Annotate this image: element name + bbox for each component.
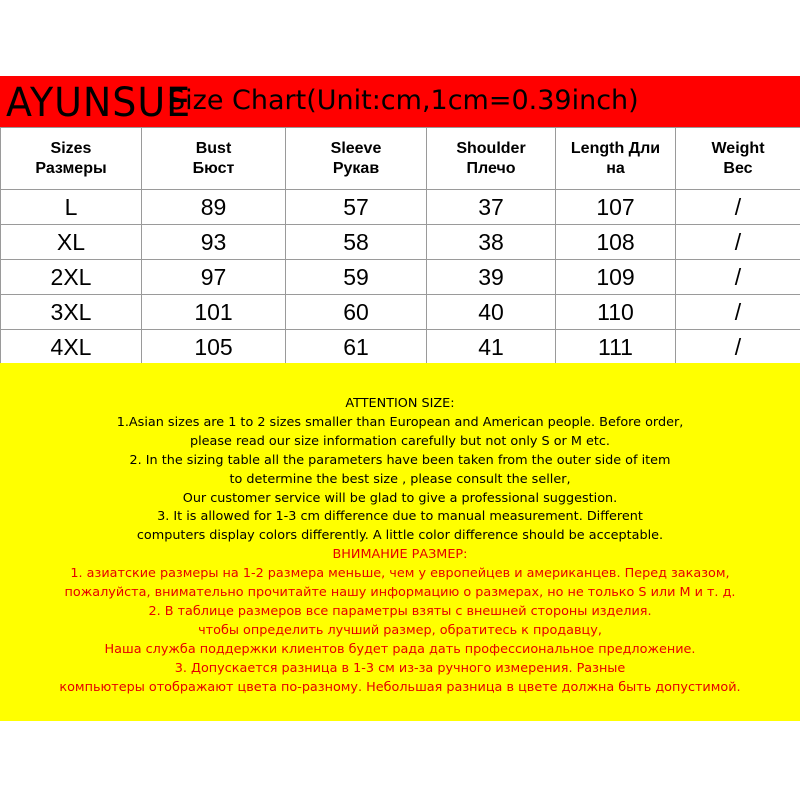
notice-line-en: computers display colors differently. A little color difference should be acceptable. xyxy=(136,528,664,544)
size-cell: 3XL xyxy=(1,295,142,330)
header-sleeve: Sleeve Рукав xyxy=(286,128,427,190)
table-row xyxy=(1,260,800,295)
notice-line-ru: Наша служба поддержки клиентов будет рада дать профессиональное предложение. xyxy=(104,641,696,657)
header-bust: Bust Бюст xyxy=(142,128,286,190)
bust-cell: 97 xyxy=(142,260,286,295)
notice-line-ru: пожалуйста, внимательно прочитайте нашу информацию о размерах, но не только S или M и т. д. xyxy=(64,585,736,601)
table-row xyxy=(1,225,800,260)
weight-cell: / xyxy=(676,330,800,365)
notice-line-en: please read our size information carefully but not only S or M etc. xyxy=(190,433,610,449)
notice-line-ru: чтобы определить лучший размер, обратитесь к продавцу, xyxy=(198,622,602,638)
size-table xyxy=(0,127,800,365)
header-sizes: Sizes Размеры xyxy=(1,128,142,190)
sleeve-cell: 60 xyxy=(286,295,427,330)
notice-line-en: 3. It is allowed for 1-3 cm difference due to manual measurement. Different xyxy=(157,509,643,525)
notice-line-ru: 2. В таблице размеров все параметры взяты с внешней стороны изделия. xyxy=(148,603,652,619)
length-cell: 108 xyxy=(556,225,676,260)
bust-cell: 89 xyxy=(142,190,286,225)
shoulder-cell: 39 xyxy=(427,260,556,295)
notice-line-ru: 3. Допускается разница в 1-3 см из-за ручного измерения. Разные xyxy=(174,660,626,676)
size-cell: 2XL xyxy=(1,260,142,295)
sleeve-cell: 59 xyxy=(286,260,427,295)
notice-line-en: 1.Asian sizes are 1 to 2 sizes smaller than European and American people. Before order, xyxy=(116,414,684,430)
notice-line-ru: компьютеры отображают цвета по-разному. Небольшая разница в цвете должна быть допустимой. xyxy=(59,679,741,695)
notice-line-en: ATTENTION SIZE: xyxy=(345,396,455,411)
weight-cell: / xyxy=(676,260,800,295)
brand-logo: AYUNSUE xyxy=(6,80,192,126)
bust-cell: 93 xyxy=(142,225,286,260)
size-cell: L xyxy=(1,190,142,225)
weight-cell: / xyxy=(676,295,800,330)
size-chart-header xyxy=(0,76,800,127)
notice-line-en: 2. In the sizing table all the parameters have been taken from the outer side of item xyxy=(129,452,671,468)
table-row xyxy=(1,190,800,225)
notice-line-en: to determine the best size , please consult the seller, xyxy=(229,471,571,487)
length-cell: 107 xyxy=(556,190,676,225)
table-row xyxy=(1,330,800,365)
weight-cell: / xyxy=(676,190,800,225)
table-row xyxy=(1,295,800,330)
length-cell: 110 xyxy=(556,295,676,330)
weight-cell: / xyxy=(676,225,800,260)
size-cell: 4XL xyxy=(1,330,142,365)
sleeve-cell: 61 xyxy=(286,330,427,365)
sleeve-cell: 58 xyxy=(286,225,427,260)
header-shoulder: Shoulder Плечо xyxy=(427,128,556,190)
shoulder-cell: 41 xyxy=(427,330,556,365)
notice-line-ru: 1. азиатские размеры на 1-2 размера меньше, чем у европейцев и американцев. Перед заказом, xyxy=(70,566,730,582)
notice-line-en: Our customer service will be glad to give a professional suggestion. xyxy=(182,490,618,506)
length-cell: 109 xyxy=(556,260,676,295)
attention-notice xyxy=(0,363,800,721)
chart-title: Size Chart(Unit:cm,1cm=0.39inch) xyxy=(168,85,639,116)
bust-cell: 105 xyxy=(142,330,286,365)
shoulder-cell: 38 xyxy=(427,225,556,260)
header-length: Length Дли на xyxy=(556,128,676,190)
header-weight: Weight Вес xyxy=(676,128,800,190)
table-header-row xyxy=(1,128,800,190)
notice-line-ru: ВНИМАНИЕ РАЗМЕР: xyxy=(332,547,468,563)
bust-cell: 101 xyxy=(142,295,286,330)
length-cell: 111 xyxy=(556,330,676,365)
sleeve-cell: 57 xyxy=(286,190,427,225)
shoulder-cell: 40 xyxy=(427,295,556,330)
shoulder-cell: 37 xyxy=(427,190,556,225)
size-cell: XL xyxy=(1,225,142,260)
